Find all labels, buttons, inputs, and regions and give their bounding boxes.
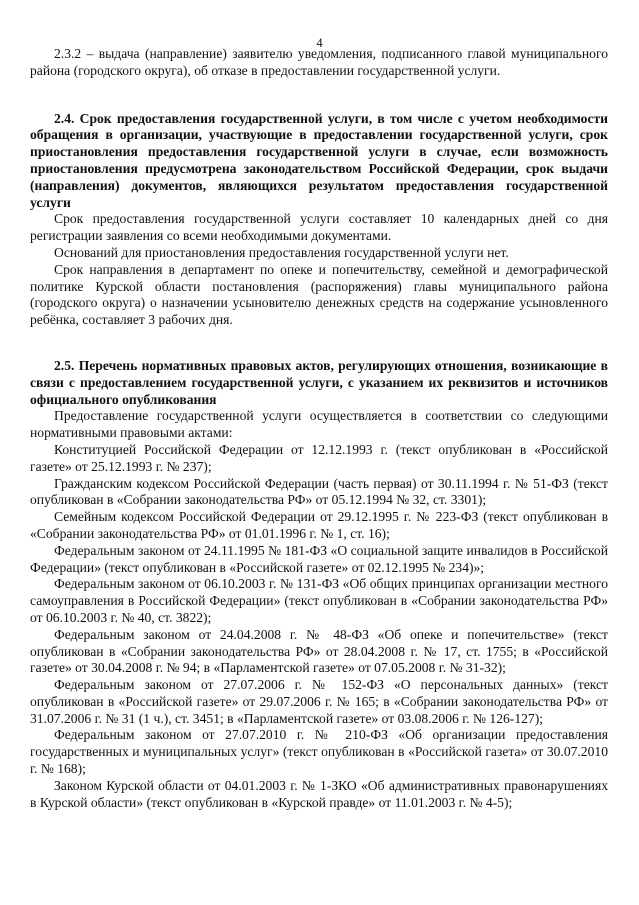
- page-number: 4: [316, 36, 323, 50]
- legal-act-item: Законом Курской области от 04.01.2003 г. № 1-ЗКО «Об административных правонарушениях в Курской области» (текст опубликован в «Курской правде» от 11.01.2003 г. № 4-5);: [30, 777, 608, 810]
- page-content: [30, 46, 608, 811]
- legal-act-item: Семейным кодексом Российской Федерации от 29.12.1995 г. № 223-ФЗ (текст опубликован в «Собрании законодательства РФ» от 01.01.1996 г. № 1, ст. 16);: [30, 509, 608, 541]
- legal-act-item: Гражданским кодексом Российской Федерации (часть первая) от 30.11.1994 г. № 51-ФЗ (текст опубликован в «Собрании законодательства РФ» от 05.12.1994 № 32, ст. 3301);: [30, 475, 608, 508]
- section-2-5-heading: 2.5. Перечень нормативных правовых актов, регулирующих отношения, возникающие в связи с предоставлением государственной услуги, с указанием их реквизитов и источников официального опубликования: [30, 357, 608, 407]
- legal-act-item: Федеральным законом от 24.11.1995 № 181-ФЗ «О социальной защите инвалидов в Российской Федерации» (текст опубликован в «Российской газете» от 02.12.1995 № 234)»;: [30, 542, 608, 575]
- section-2-3-2-text: 2.3.2 – выдача (направление) заявителю уведомления, подписанного главой муниципального района (городского округа), об отказе в предоставлении государственной услуги.: [30, 46, 608, 78]
- section-2-4-paragraph: Срок направления в департамент по опеке и попечительству, семейной и демографической политике Курской области постановления (распоряжения) главы муниципального района (городского округа) о назначении усыновителю денежных средств на содержание усыновленного ребёнка, составляет 3 рабочих дня.: [30, 261, 608, 328]
- legal-act-item: Федеральным законом от 27.07.2010 г. № 210-ФЗ «Об организации предоставления государственных и муниципальных услуг» (текст опубликован в «Российской газета» от 30.07.2010 г. № 168);: [30, 727, 608, 777]
- legal-act-item: Федеральным законом от 27.07.2006 г. № 152-ФЗ «О персональных данных» (текст опубликован в «Российской газете» от 29.07.2006 г. № 165; в «Собрании законодательства РФ» от 31.07.2006 г. № 31 (1 ч.), ст. 3451; в «Парламентской газете» от 03.08.2006 г. № 126-127);: [30, 677, 608, 726]
- section-2-5-paragraph: Предоставление государственной услуги осуществляется в соответствии со следующими нормативными правовыми актами:: [30, 408, 608, 441]
- legal-act-item: Конституцией Российской Федерации от 12.12.1993 г. (текст опубликован в «Российской газете» от 25.12.1993 г. № 237);: [30, 441, 608, 474]
- legal-act-item: Федеральным законом от 06.10.2003 г. № 131-ФЗ «Об общих принципах организации местного самоуправления в Российской Федерации» (текст опубликован в «Собрании законодательства РФ» от 06.10.2003 г. № 40, ст. 3822);: [30, 576, 608, 625]
- legal-act-item: Федеральным законом от 24.04.2008 г. № 48-ФЗ «Об опеке и попечительстве» (текст опубликован в «Собрании законодательства РФ» от 28.04.2008 г. № 17, ст. 1755; в «Российской газете» от 30.04.2008 г. № 94; в «Парламентской газете» от 07.05.2008 г. № 31-32);: [30, 626, 608, 676]
- section-2-4-paragraph: Срок предоставления государственной услуги составляет 10 календарных дней со дня регистрации заявления со всеми необходимыми документами.: [30, 211, 608, 244]
- section-2-4-paragraph: Оснований для приостановления предоставления государственной услуги нет.: [54, 244, 509, 260]
- section-2-4-heading: 2.4. Срок предоставления государственной услуги, в том числе с учетом необходимости обращения в организации, участвующие в предоставлении государственной услуги, срок приостановления предоставления государственной услуги в случае, если возможность приостановления предусмотрена законодательством Российской Федерации, срок выдачи (направления) документов, являющихся результатом предоставления государственной услуги: [30, 110, 608, 210]
